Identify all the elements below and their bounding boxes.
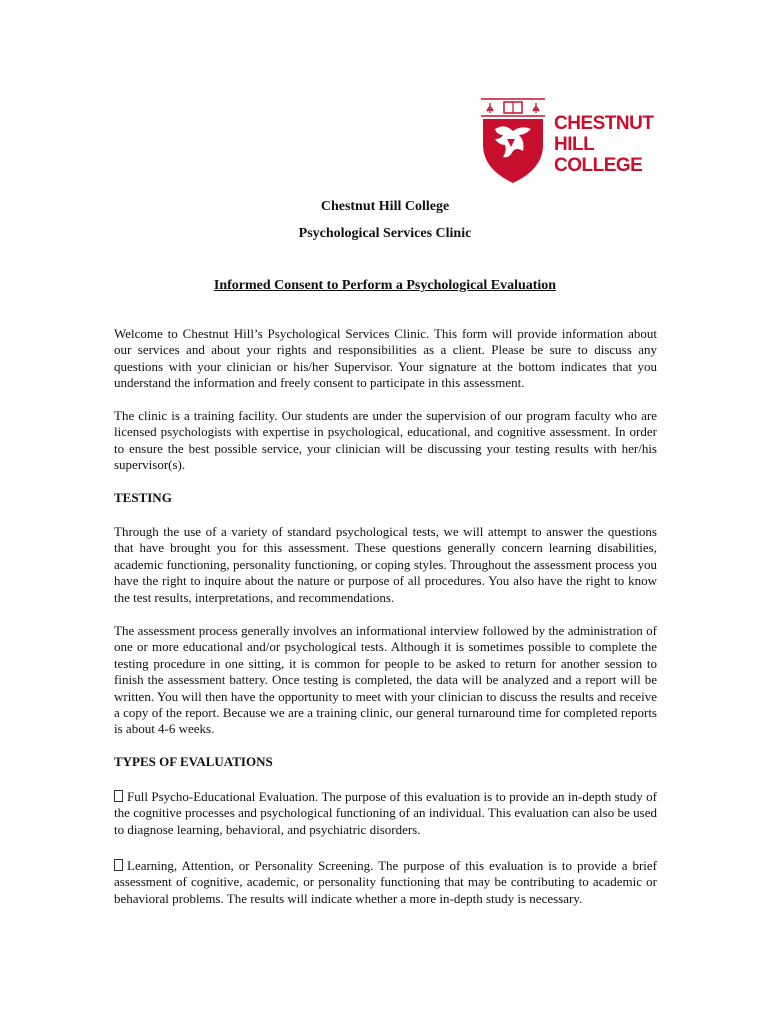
logo-line-1: CHESTNUT (554, 113, 654, 134)
college-name-heading: Chestnut Hill College (320, 199, 450, 214)
evaluation-type-screening-text: Learning, Attention, or Personality Screening. The purpose of this evaluation is to provide a brief assessment of cognitive, academic, or personality functioning that may be contributing to academic or behavioral problems. The results will indicate whether a more in-depth study is necessary. (114, 858, 657, 906)
college-logo (477, 95, 657, 185)
logo-wordmark (554, 113, 653, 176)
testing-paragraph-1: Through the use of a variety of standard psychological tests, we will attempt to answer the questions that have brought you for this assessment. These questions generally concern learning disabilities, academic functioning, personality functioning, or coping styles. Throughout the assessment process you have the right to inquire about the nature or purpose of all procedures. You also have the right to know the test results, interpretations, and recommendations. (114, 524, 657, 605)
intro-paragraph-2: The clinic is a training facility. Our students are under the supervision of our program faculty who are licensed psychologists with expertise in psychological, educational, and cognitive assessment. In order to ensure the best possible service, your clinician will be discussing your testing results with her/his supervisor(s). (114, 408, 657, 473)
testing-heading: TESTING (114, 490, 172, 505)
shield-crest-icon (477, 95, 549, 185)
types-heading: TYPES OF EVALUATIONS (114, 754, 273, 769)
clinic-name-heading: Psychological Services Clinic (298, 226, 472, 241)
testing-paragraph-2: The assessment process generally involves an informational interview followed by the administration of one or more educational and/or psychological tests. Although it is sometimes possible to complete the testing procedure in one sitting, it is common for people to be asked to return for another session to finish the assessment battery. Once testing is completed, the data will be analyzed and a report will be written. You will then have the opportunity to meet with your clinician to discuss the results and receive a copy of the report. Because we are a training clinic, our general turnaround time for completed reports is about 4-6 weeks. (114, 623, 657, 737)
checkbox-full-evaluation[interactable] (114, 790, 123, 802)
logo-line-2: HILL (554, 134, 595, 155)
logo-line-3: COLLEGE (554, 155, 643, 176)
intro-paragraph-1: Welcome to Chestnut Hill’s Psychological Services Clinic. This form will provide information about our services and about your rights and responsibilities as a client. Please be sure to discuss any questions with your clinician or his/her Supervisor. Your signature at the bottom indicates that you understand the information and freely consent to participate in this assessment. (114, 326, 657, 391)
checkbox-screening[interactable] (114, 859, 123, 871)
evaluation-type-full-text: Full Psycho-Educational Evaluation. The purpose of this evaluation is to provide an in-depth study of the cognitive processes and psychological functioning of an individual. This evaluation can also be used to diagnose learning, behavioral, and psychiatric disorders. (114, 789, 657, 837)
evaluation-type-screening (114, 858, 657, 907)
form-title: Informed Consent to Perform a Psychological Evaluation (213, 278, 557, 293)
evaluation-type-full (114, 789, 657, 838)
